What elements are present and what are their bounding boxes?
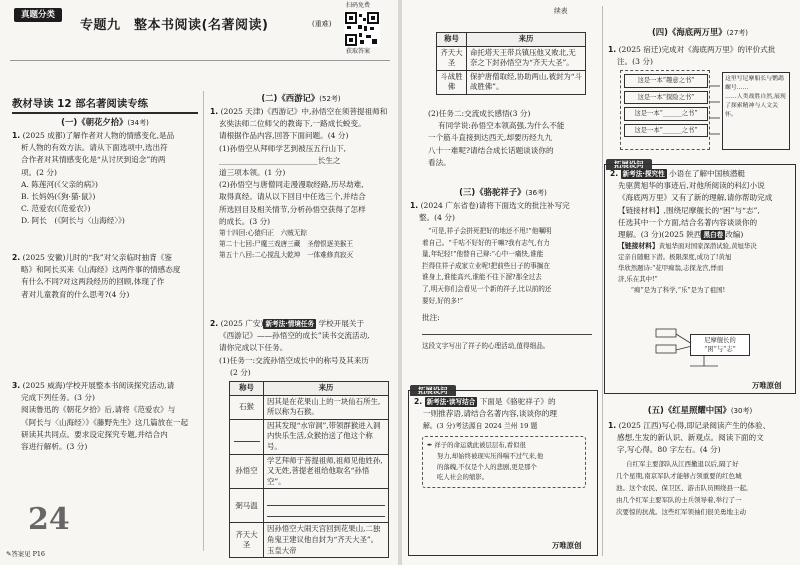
section-4-title: (四)《海底两万里》 [651, 27, 727, 37]
chain-item: 这是一本“探险之书” [624, 91, 708, 105]
continued-label: 续表 [554, 7, 568, 15]
table-header-row [230, 382, 389, 396]
task-line: 八十一难呢?请结合成长话题谈谈你的 [428, 145, 554, 155]
series-badge: 真题分类 [14, 8, 62, 22]
title-origin-table [229, 381, 389, 558]
question-4-line: 取得真经。请从以下回目中任选三个,并结合 [219, 192, 366, 202]
question-2-line: (2025 安徽)儿时的“我”对父亲临时抽背《鉴 [22, 253, 172, 262]
annotation [422, 312, 598, 352]
table-row [437, 70, 586, 94]
passage-line: 量,年纪轻!”他替自己辩:“心中一痛快,谁能 [422, 250, 544, 259]
answer-blank[interactable]: __________________________长生之 [219, 155, 341, 165]
answer-cell[interactable] [230, 419, 264, 454]
question-4 [210, 106, 392, 260]
table-cell: 斗战胜佛 [437, 70, 467, 94]
quote-line: 努力,却始终被现实压得喘不过气来,他 [437, 451, 544, 460]
chain-item: 这是一本“趣意之书” [624, 74, 708, 88]
section-5-score: (30考) [730, 407, 753, 415]
guide-title-underline [12, 112, 198, 114]
question-4-line: 道三项本领。(1 分) [219, 168, 286, 178]
question-1-line: 项。(2 分) [21, 167, 57, 177]
guide-title: 教材导读 12 部名著阅读专练 [12, 98, 148, 110]
question-3-number: 3. [12, 381, 21, 390]
chapter-option[interactable]: 第五十八回:二心搅乱大乾坤 一体难修真寂灭 [219, 250, 354, 259]
passage-line: 了,明天你们会看见一个新的祥子,比以前的还 [422, 284, 552, 293]
table-cell: 命托塔天王带兵镇压他又败北,无奈之下封孙悟空为“齐天大圣”。 [467, 46, 586, 70]
chain-item[interactable]: 这是一本“______之书” [624, 124, 708, 138]
passage-line: 自红军主要部队从江西撤退以后,隔了好 [626, 460, 739, 468]
question-4-line: (2025 天津)《西游记》中,孙悟空在须菩提祖师和 [220, 107, 388, 116]
section-2-heading [210, 92, 392, 104]
question-3-line: (2025 威海)学校开展整本书阅读探究活动,请 [22, 381, 175, 390]
table-cell: 保护唐僧取经,协助两山,被封为“斗战胜佛”。 [467, 70, 586, 94]
extension-number: 2. [414, 397, 423, 406]
question-3 [12, 380, 198, 453]
question-2-line: 者对儿童教育的什么思考?(4 分) [21, 289, 130, 299]
passage-line: 次要惊的抗战。这些红军领袖们很美勇地主动 [616, 508, 746, 516]
title-origin-table-cont [436, 32, 586, 95]
chapter-option[interactable]: 第二十七回:尸魔三戏唐三藏 圣僧恨逐美猴王 [219, 239, 354, 248]
page-number: 24 [28, 502, 70, 537]
table-row [230, 419, 389, 454]
quote-line: 吃人社会的缩影。 [437, 473, 489, 482]
annotation-blank[interactable] [422, 324, 592, 335]
pen-icon: ✒ [427, 441, 433, 449]
annotation-text: 这段文字写出了祥子的心理活动,值得细品。 [422, 342, 550, 351]
extension-line: 理解。(3 分)(2025 陕西 [618, 230, 702, 240]
table-cell: 石猴 [230, 395, 264, 419]
column-divider [203, 91, 204, 551]
extension-number: 2. [610, 169, 619, 178]
passage-line: “可是,祥子会拼死把好的地还不甩!”他嘱明 [428, 227, 552, 235]
task-line: 一个筋斗直接到达西天,却要历经九九 [428, 133, 552, 143]
extension-line: 先驱黄旭华的事迹后,对他所阅读的科幻小说 [618, 181, 765, 191]
new-method-tag: 新考法·读写结合 [426, 398, 476, 406]
link-line: 定亲自随艇下潜。极限深度,成功了!黄旭 [618, 253, 732, 262]
question-7 [608, 44, 794, 68]
table-cell: 弼马温 [230, 489, 264, 523]
pencil-icon: ✎ [6, 550, 12, 558]
section-3-title: (三)《骆驼祥子》 [459, 187, 526, 197]
extension-question-2 [610, 168, 794, 296]
passage-line: 拦得住祥子成家立业呢!把前些日子的事搁在 [422, 261, 550, 270]
option-a[interactable]: A. 陈莲河(《父亲的病》) [21, 179, 98, 189]
extension-label: 拓展设问 [410, 385, 456, 396]
left-page [0, 0, 398, 565]
table-cell: 学艺拜师于菩提祖师,祖师见他姓孙,又无姓,菩提老祖给他取名“孙悟空”。 [264, 454, 389, 489]
section-3-heading [410, 186, 596, 198]
table-cell: 因其发现“水帘洞”,带领群猴进入洞内快乐生活,众猴抬送了他这个称号。 [264, 419, 389, 454]
question-2-number: 2. [12, 253, 21, 262]
question-5-source: (2025 广安) [220, 319, 264, 328]
extension-line: 任选其中一个方面,结合名著内容谈谈你的 [618, 217, 758, 227]
evaluation-chain-items [624, 74, 708, 137]
chain-arrows [710, 80, 722, 140]
question-5-number: 2. [210, 319, 219, 328]
table-cell: 齐天大圣 [230, 523, 264, 558]
extension-line: 解。(3 分)考法源自 2024 兰州 19 题 [423, 422, 538, 431]
question-6 [410, 200, 600, 224]
table-row [230, 395, 389, 419]
question-5-line: (2 分) [230, 367, 251, 377]
question-3-line: 《阿长与〈山海经〉》《藤野先生》这几篇放在一起 [21, 417, 189, 427]
question-4-line: 所选回目及相关情节,分析孙悟空获得了怎样 [219, 204, 366, 214]
passage-xiangzi [422, 226, 600, 307]
question-6-number: 1. [410, 201, 419, 210]
passage-line: 着自己。“千咕不好好的干嘛?我有志气,有力 [422, 238, 550, 247]
question-7-line: (2025 宿迁)完成对《海底两万里》的评价式批 [618, 45, 776, 54]
table-cell: 齐天大圣 [437, 46, 467, 70]
question-8-line: 感想,生发的新认识、新观点。阅读下面的文 [617, 433, 764, 443]
header-rule [10, 60, 390, 61]
link-line: “痴”是为了科学,“乐”是为了祖国! [618, 286, 726, 295]
question-5-line: 请你完成以下任务。 [219, 343, 288, 353]
section-1-heading [12, 116, 198, 128]
section-5-heading [608, 404, 792, 416]
table-row [230, 523, 389, 558]
task-line: 有同学说:孙悟空本领高强,为什么不能 [438, 121, 565, 131]
table-header: 来历 [264, 382, 389, 396]
section-2-score: (52考) [319, 95, 341, 103]
question-4-line: 玄奘法师二位师父的教诲下,一路成长蜕变。 [219, 119, 366, 129]
side-box-text: ……人类战胜自然,展现了探索精神与人文关怀。 [725, 94, 786, 118]
question-7-line: 注。(3 分) [617, 57, 653, 67]
link-line: 黄旭华面对国家深潜试验,黄旭华决 [658, 242, 757, 251]
table-cell: 因其是在花果山上的一块仙石所生,所以称为石猴。 [264, 395, 389, 419]
link-material-heading: 【链接材料】 [618, 242, 659, 251]
question-5-task-2 [428, 108, 594, 169]
new-method-tag: 新考法·探究性 [622, 170, 665, 178]
option-d[interactable]: D. 阿长 (《阿长与〈山海经〉》) [21, 216, 125, 226]
question-8-line: 字,写心得。80 字左右。(4 分) [617, 445, 721, 455]
question-5-line: 学校开展关于 [318, 319, 365, 328]
qr-code[interactable] [344, 11, 380, 47]
section-1-title: (一)《朝花夕拾》 [61, 117, 128, 127]
section-1-score: (34考) [127, 119, 149, 127]
task-line: 看法。 [428, 157, 451, 167]
question-3-line: 研读其共同点。要求设定探究专题,并结合内 [21, 429, 168, 439]
task-line: (2)任务二:交流成长感悟(3 分) [428, 109, 531, 118]
question-8-number: 1. [608, 421, 617, 430]
quote-line: 祥子的命运就此被层层布,看似很 [434, 441, 526, 449]
passage-line: 几个星期,南京军队才能够占领重要的红色城 [616, 472, 742, 480]
chapter-option[interactable]: 第十四回:心猿归正 六贼无踪 [219, 229, 307, 238]
extension-line: 下面是《骆驼祥子》的 [479, 397, 556, 406]
answer-reference-text: 答案见 P16 [11, 550, 45, 558]
passage-line: 要好,好的多!” [422, 296, 464, 305]
section-4-heading [608, 26, 792, 38]
qr-caption: 扫码免费 [346, 2, 371, 9]
question-4-line: (2)孙悟空与唐僧同走漫漫取经路,历尽劫难, [219, 180, 364, 190]
evaluation-side-box [722, 72, 790, 150]
extension-line: 《海底两万里》又有了新的理解,请你帮助完成 [618, 193, 773, 203]
passage-line: 谁身上,谁能高兴,谁能不往下溜?那全过去 [422, 273, 542, 282]
question-5 [210, 318, 392, 379]
table-row [230, 489, 389, 523]
question-6-line: (2024 广东省卷)请将下面选文的批注补写完 [420, 201, 570, 210]
question-6-line: 整。(4 分) [419, 213, 455, 223]
recommendation-box [422, 436, 586, 488]
right-page [402, 0, 800, 565]
question-2-line: 略》和阿长买来《山海经》这两件事的情感态度 [21, 265, 181, 275]
link-line: 济,乐在其中!” [618, 275, 658, 284]
topic-title: 专题九 整本书阅读(名著阅读) [80, 18, 269, 33]
extension-label: 拓展设问 [606, 159, 652, 170]
chain-item[interactable]: 这是一本“______之书” [624, 107, 708, 121]
topic-note: (重难) [312, 20, 332, 28]
question-8 [608, 420, 796, 457]
table-header: 称号 [230, 382, 264, 396]
question-3-line: 容进行解析。(3 分) [21, 442, 88, 452]
extension-question-1 [414, 396, 594, 433]
question-5-line: (1)任务一:交流孙悟空成长中的称号及其来历 [219, 355, 370, 365]
table-row [437, 46, 586, 70]
question-4-line: 请根据作品内容,回答下面问题。(4 分) [219, 131, 349, 141]
question-1-line: (2025 成都)了解作者对人物的情感变化,是品 [22, 131, 175, 140]
question-3-line: 完成下列任务。(3 分) [21, 393, 95, 403]
table-row [230, 454, 389, 489]
table-header: 来历 [467, 33, 586, 47]
side-box-text: 这里写尼摩船长与鹦鹉螺号…… [725, 76, 784, 91]
diagram-label: “困”与“志” [704, 346, 736, 353]
annotation-label: 批注: [422, 313, 440, 322]
question-1-line: 合作者对其情感变化是“从讨厌到追念”的两 [21, 155, 166, 165]
question-3-line: 阅读鲁迅的《朝花夕拾》后,请将《范爱农》与 [21, 405, 176, 415]
extension-line: 小语在了解中国核潜艇 [669, 169, 746, 178]
answer-cell[interactable] [264, 489, 389, 523]
new-method-tag: 新考法·情境任务 [265, 320, 315, 328]
question-7-number: 1. [608, 45, 617, 54]
option-b[interactable]: B. 长妈妈(《狗·猫·鼠》) [21, 192, 96, 202]
link-line: 华欣然题诗:“花甲痴翁,志探龙宫,悸而 [618, 264, 724, 273]
table-cell: 孙悟空 [230, 454, 264, 489]
table-header: 称号 [437, 33, 467, 47]
question-4-line: (1)孙悟空从拜师学艺到被压五行山下, [219, 143, 347, 153]
column-divider [602, 6, 603, 556]
section-5-title: (五)《红星照耀中国》 [647, 405, 731, 415]
extension-line: 改编) [725, 230, 744, 240]
brand-logo: 万唯原创 [752, 381, 782, 390]
passage-red-star [616, 458, 796, 518]
question-1-number: 1. [12, 131, 21, 140]
section-4-score: (27考) [726, 29, 749, 37]
passage-line: 池。这个农民、保卫区、游击队员围绕县一起, [616, 484, 749, 492]
question-1 [12, 130, 198, 228]
brand-logo: 万唯原创 [552, 541, 582, 550]
table-header-row [437, 33, 586, 47]
passage-line: 由几个红军主要军队的士兵领导着,举行了一 [616, 496, 742, 504]
question-8-line: (2025 江西)写心得,即记录阅读产生的体验、 [618, 421, 771, 430]
question-4-line: 的成长。(3 分) [219, 216, 271, 226]
diagram-label: 尼摩舰长的 [704, 337, 736, 344]
concept-center [690, 334, 750, 356]
answer-reference [6, 549, 45, 560]
question-2 [12, 252, 198, 301]
question-5-line: 《西游记》——孙悟空的成长”读书交流活动, [219, 331, 370, 341]
section-2-title: (二)《西游记》 [261, 93, 320, 103]
table-cell: 因孙悟空大闹天宫回到花果山,二独角鬼王建议他自封为“齐天大圣”。玉皇大帝 [264, 523, 389, 558]
qr-sub-caption: 获取答案 [346, 48, 371, 55]
question-1-line: 析人物的有效方法。请从下面选项中,选出符 [21, 143, 168, 153]
option-c[interactable]: C. 范爱农(《范爱农》) [21, 204, 91, 214]
extension-line: 一则推荐语,请结合名著内容,谈谈你的理 [423, 409, 557, 419]
question-4-number: 1. [210, 107, 219, 116]
quote-line: 的落魄,不仅是个人的悲剧,更是那个 [437, 462, 537, 471]
extension-line: 【链接材料】,围绕尼摩舰长的“困”与“志”, [618, 205, 760, 215]
question-2-line: 有什么不同?对这两段经历的回顾,体现了作 [21, 277, 165, 287]
section-3-score: (36考) [525, 189, 547, 197]
source-tag: 黑白卷 [703, 231, 724, 240]
